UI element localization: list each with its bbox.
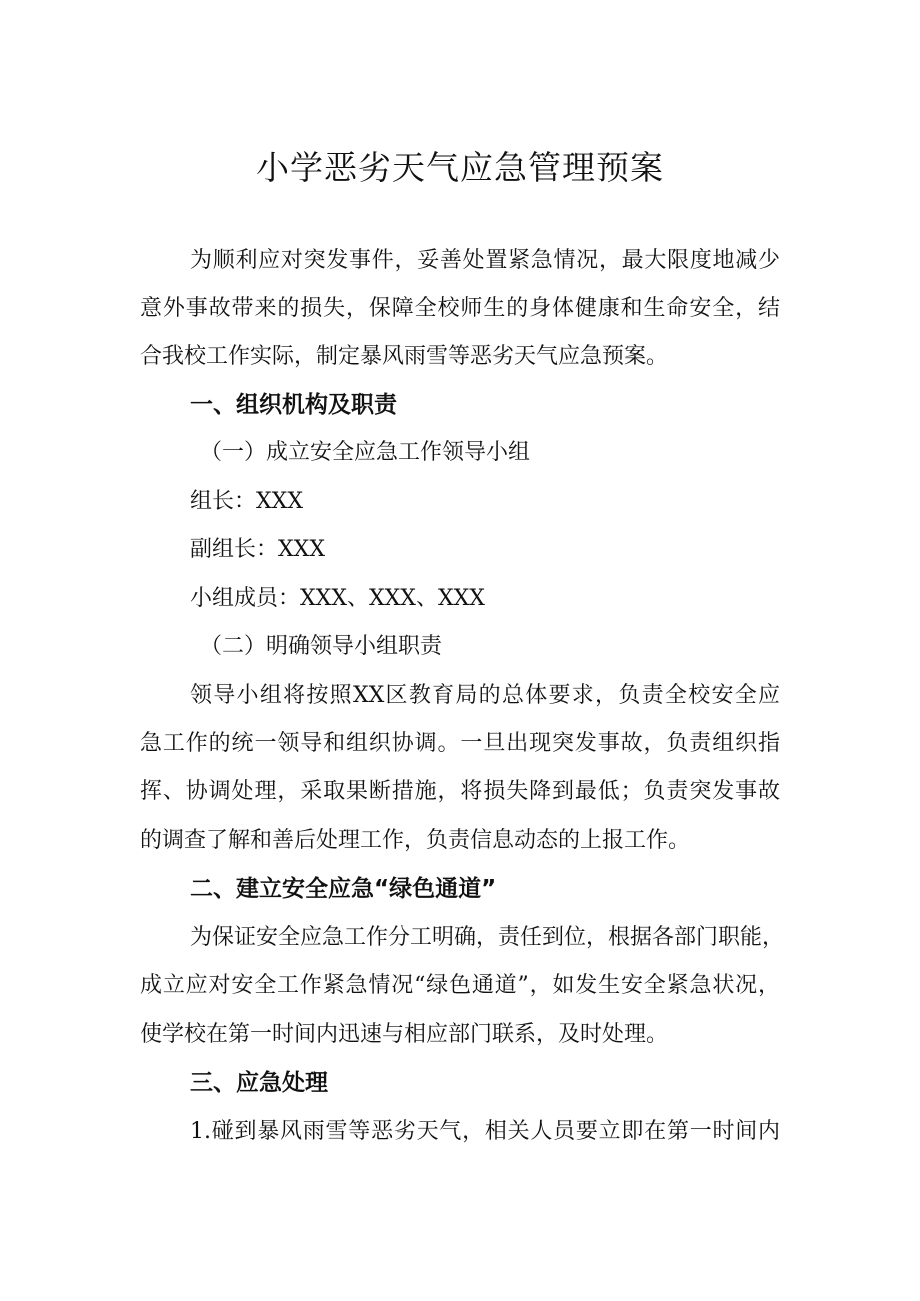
subsection-heading: （一）成立安全应急工作领导小组 [200, 440, 531, 465]
section-heading-3: 三、应急处理 [190, 1070, 328, 1096]
paragraph-line: 的调查了解和善后处理工作，负责信息动态的上报工作。 [140, 828, 691, 853]
paragraph-line: 合我校工作实际，制定暴风雨雪等恶劣天气应急预案。 [140, 344, 669, 369]
section-heading-2: 二、建立安全应急“绿色通道” [190, 876, 497, 902]
document-title: 小学恶劣天气应急管理预案 [256, 148, 664, 187]
paragraph-line: 挥、协调处理，采取果断措施，将损失降到最低；负责突发事故 [140, 779, 780, 804]
paragraph-line: 意外事故带来的损失，保障全校师生的身体健康和生命安全，结 [140, 296, 780, 321]
paragraph-line: 为顺利应对突发事件，妥善处置紧急情况，最大限度地减少 [190, 248, 780, 273]
paragraph-line: 急工作的统一领导和组织协调。一旦出现突发事故，负责组织指 [140, 731, 780, 756]
subsection-heading: （二）明确领导小组职责 [200, 634, 443, 659]
members-line: 小组成员：XXX、XXX、XXX [190, 586, 485, 611]
paragraph-line: 使学校在第一时间内迅速与相应部门联系，及时处理。 [140, 1022, 669, 1047]
paragraph-line: 为保证安全应急工作分工明确，责任到位，根据各部门职能， [190, 925, 785, 950]
section-heading-1: 一、组织机构及职责 [190, 392, 397, 418]
paragraph-line: 领导小组将按照XX区教育局的总体要求，负责全校安全应 [190, 683, 780, 708]
deputy-leader-line: 副组长：XXX [190, 537, 325, 562]
paragraph-line: 1.碰到暴风雨雪等恶劣天气，相关人员要立即在第一时间内 [190, 1119, 780, 1144]
group-leader-line: 组长：XXX [190, 489, 303, 514]
paragraph-line: 成立应对安全工作紧急情况“绿色通道”，如发生安全紧急状况， [140, 973, 780, 998]
